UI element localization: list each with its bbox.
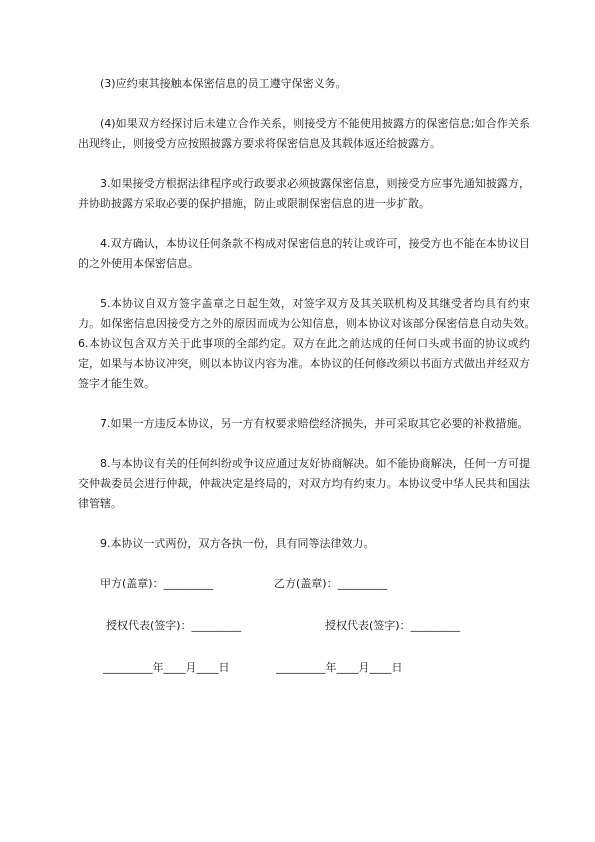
seal-row bbox=[78, 574, 530, 596]
clause-9: 9.本协议一式两份，双方各执一份，具有同等法律效力。 bbox=[100, 537, 375, 550]
party-a-seal: 甲方(盖章)：_________ bbox=[100, 577, 214, 590]
party-b-seal: 乙方(盖章)：_________ bbox=[274, 577, 388, 590]
date-row bbox=[78, 658, 530, 680]
party-b-representative: 授权代表(签字)：_________ bbox=[325, 619, 461, 632]
party-b-date: _________年____月____日 bbox=[276, 661, 403, 674]
clause-5-6: 5.本协议自双方签字盖章之日起生效，对签字双方及其关联机构及其继受者均具有约束力。如保密信息因接受方之外的原因而成为公知信息，则本协议对该部分保密信息自动失效。 6.本协议包含双方关于此事项的全部约定。双方在此之前达成的任何口头或书面的协议或约定，如果与本协议冲突，则以本协议内容为准。本协议的任何修改须以书面方式做出并经双方签字才能生效。 bbox=[78, 297, 541, 390]
clause-3-3: (3)应约束其接触本保密信息的员工遵守保密义务。 bbox=[100, 77, 347, 90]
clause-3: 3.如果接受方根据法律程序或行政要求必须披露保密信息，则接受方应事先通知披露方，并协助披露方采取必要的保护措施，防止或限制保密信息的进一步扩散。 bbox=[78, 177, 530, 210]
party-a-representative: 授权代表(签字)：_________ bbox=[106, 619, 242, 632]
clause-4: 4.双方确认，本协议任何条款不构成对保密信息的转让或许可，接受方也不能在本协议目的之外使用本保密信息。 bbox=[78, 237, 530, 270]
clause-7: 7.如果一方违反本协议，另一方有权要求赔偿经济损失，并可采取其它必要的补救措施。 bbox=[100, 417, 529, 430]
agreement-body bbox=[78, 74, 541, 680]
clause-3-4: (4)如果双方经探讨后未建立合作关系，则接受方不能使用披露方的保密信息;如合作关系出现终止，则接受方应按照披露方要求将保密信息及其载体返还给披露方。 bbox=[78, 117, 530, 150]
representative-row bbox=[78, 616, 530, 638]
clause-8: 8.与本协议有关的任何纠纷或争议应通过友好协商解决。如不能协商解决，任何一方可提交仲裁委员会进行仲裁，仲裁决定是终局的，对双方均有约束力。本协议受中华人民共和国法律管辖。 bbox=[78, 457, 530, 510]
party-a-date: _________年____月____日 bbox=[103, 661, 230, 674]
